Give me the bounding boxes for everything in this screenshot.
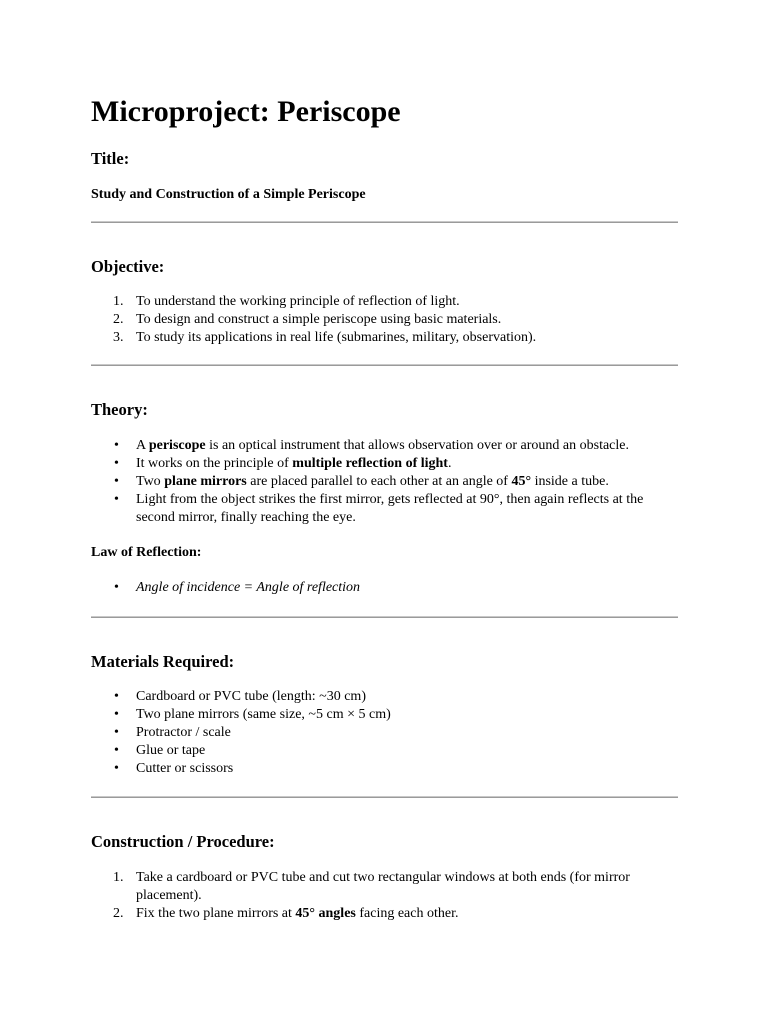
list-item: • Cardboard or PVC tube (length: ~30 cm) bbox=[114, 689, 366, 704]
theory-heading: Theory: bbox=[91, 400, 148, 419]
list-item: • Protractor / scale bbox=[114, 725, 231, 740]
law-of-reflection-heading: Law of Reflection: bbox=[91, 545, 202, 560]
list-item: 1. Take a cardboard or PVC tube and cut two rectangular windows at both ends (for mirror placement). bbox=[113, 870, 630, 903]
project-subtitle: Study and Construction of a Simple Periscope bbox=[91, 187, 366, 202]
procedure-heading: Construction / Procedure: bbox=[91, 832, 275, 851]
objective-list bbox=[91, 293, 678, 347]
list-item: • A periscope is an optical instrument that allows observation over or around an obstacle. bbox=[114, 438, 629, 453]
document-title: Microproject: Periscope bbox=[91, 95, 401, 128]
list-item: • Light from the object strikes the first mirror, gets reflected at 90°, then again reflects at the second mirror, finally reaching the eye. bbox=[114, 492, 644, 525]
document-content bbox=[91, 92, 678, 923]
list-item: • Two plane mirrors are placed parallel to each other at an angle of 45° inside a tube. bbox=[114, 474, 609, 489]
theory-list bbox=[91, 437, 678, 527]
list-item: • Two plane mirrors (same size, ~5 cm × 5 cm) bbox=[114, 707, 391, 722]
list-item: • Angle of incidence = Angle of reflection bbox=[114, 580, 361, 595]
law-list bbox=[91, 579, 678, 597]
title-label: Title: bbox=[91, 149, 130, 168]
list-item: 2. To design and construct a simple periscope using basic materials. bbox=[113, 312, 502, 327]
list-item: • Cutter or scissors bbox=[114, 761, 234, 776]
list-item: • Glue or tape bbox=[114, 743, 206, 758]
list-item: • It works on the principle of multiple reflection of light. bbox=[114, 456, 452, 471]
list-item: 2. Fix the two plane mirrors at 45° angles facing each other. bbox=[113, 906, 459, 921]
procedure-list bbox=[91, 869, 678, 923]
list-item: 1. To understand the working principle of reflection of light. bbox=[113, 294, 460, 309]
objective-heading: Objective: bbox=[91, 257, 165, 276]
list-item: 3. To study its applications in real life (submarines, military, observation). bbox=[113, 330, 537, 345]
materials-heading: Materials Required: bbox=[91, 652, 235, 671]
materials-list bbox=[91, 688, 678, 778]
